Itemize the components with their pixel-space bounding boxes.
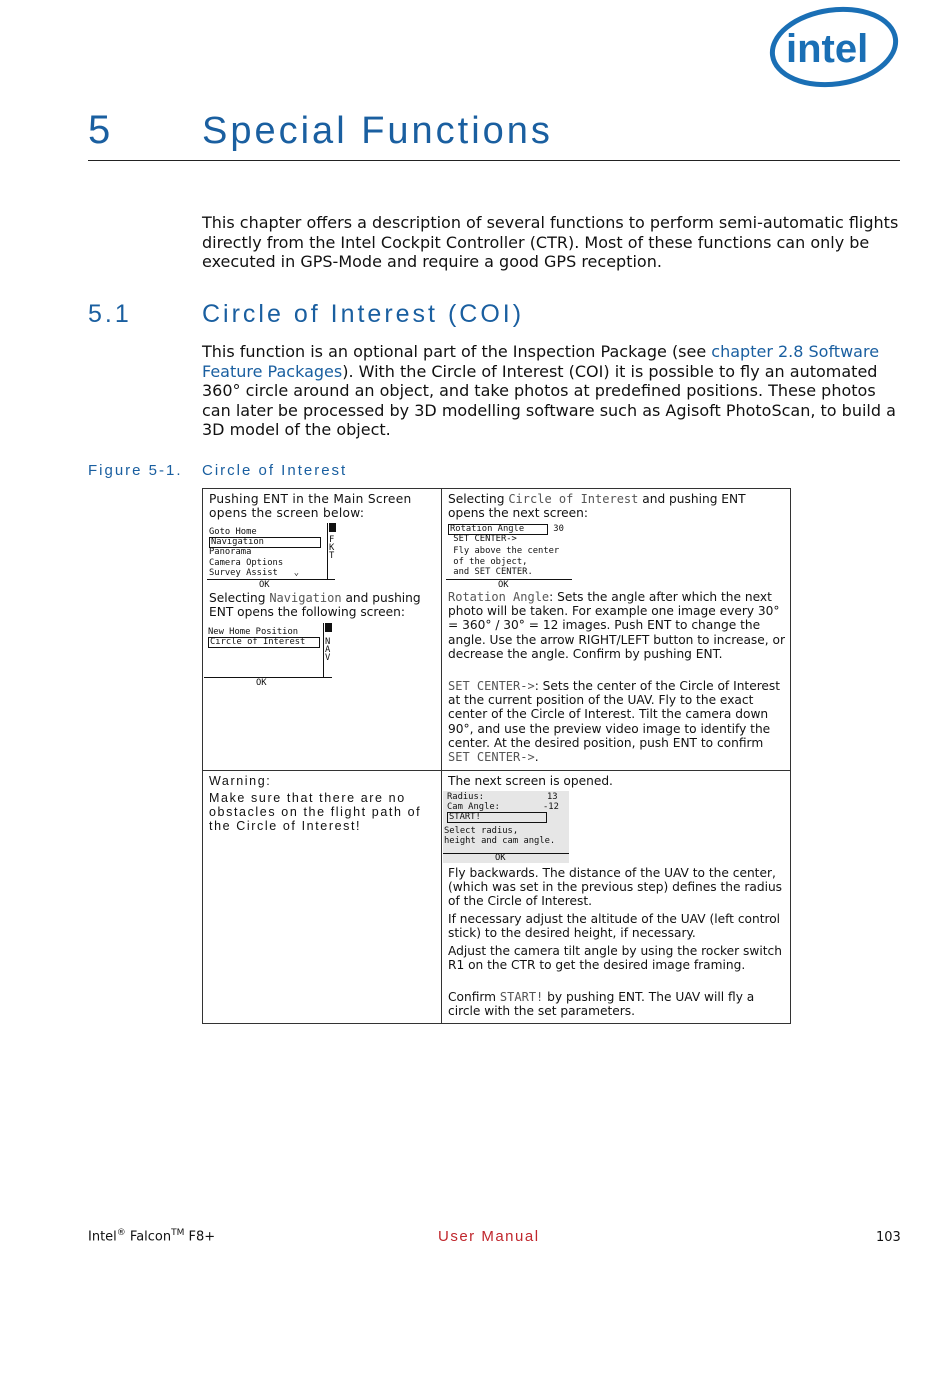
lcd-ok: OK bbox=[256, 678, 267, 688]
lcd-rotation-value: 30 bbox=[553, 524, 564, 534]
cell2-rotation-desc: Rotation Angle: Sets the angle after which the next photo will be taken. For example one image every 30° = 360° / 30° = 12 images. Push ENT to change the angle. Use the arrow RIGHT/LEFT button to increase, or decrease the angle. Confirm by pushing ENT. bbox=[448, 590, 785, 661]
lcd-side-letter: A bbox=[325, 645, 331, 655]
lcd-hint: height and cam angle. bbox=[444, 836, 556, 847]
lcd-item-selected: Circle of Interest bbox=[208, 637, 320, 648]
lcd-ok: OK bbox=[495, 853, 506, 863]
section-number: 5.1 bbox=[88, 300, 132, 328]
coi-text-end: ). With the Circle of Interest (COI) it is possible to fly an automated 360° circle around an object, and take photos at predefined positions. These photos can later be processed by 3D modelling software such as Agisoft PhotoScan, to build a 3D model of the object. bbox=[202, 361, 896, 439]
cell4-p1: Fly backwards. The distance of the UAV to the center, (which was set in the previous step) defines the radius of the Circle of Interest. bbox=[448, 866, 783, 909]
cell4-text1: The next screen is opened. bbox=[448, 774, 613, 788]
chapter-number: 5 bbox=[88, 108, 111, 152]
lcd-set-center: SET CENTER-> bbox=[453, 534, 517, 545]
lcd-hint: and SET CENTER. bbox=[453, 566, 533, 577]
cell4-p2: If necessary adjust the altitude of the UAV (left control stick) to the desired height, if necessary. bbox=[448, 912, 781, 941]
lcd-side-letter: T bbox=[329, 551, 335, 561]
figure-title: Circle of Interest bbox=[202, 462, 348, 479]
lcd-side-letter: V bbox=[325, 653, 331, 663]
lcd-main-menu bbox=[207, 523, 335, 590]
coi-text-start: This function is an optional part of the Inspection Package (see bbox=[202, 342, 712, 361]
figure-label: Figure 5-1. bbox=[88, 462, 183, 479]
lcd-start: START! bbox=[447, 812, 547, 823]
lcd-rotation-screen bbox=[446, 523, 572, 590]
section-title: Circle of Interest (COI) bbox=[202, 300, 525, 328]
software-packages-link[interactable]: chapter 2.8 Software Feature Packages bbox=[202, 342, 880, 381]
lcd-item: Goto Home bbox=[209, 527, 257, 537]
page-number: 103 bbox=[876, 1230, 901, 1245]
lcd-item-selected: Navigation bbox=[209, 537, 321, 548]
cell4-p3: Adjust the camera tilt angle by using the rocker switch R1 on the CTR to get the desired image framing. bbox=[448, 944, 782, 973]
lcd-navigation-menu bbox=[204, 623, 332, 687]
lcd-side-letter: K bbox=[329, 543, 335, 553]
footer-product: Intel® Falcon™ F8+ bbox=[88, 1228, 216, 1245]
table-row-divider bbox=[203, 770, 790, 771]
cell2-text1: Selecting Circle of Interest and pushing ENT opens the next screen: bbox=[448, 492, 746, 521]
lcd-cam-angle-label: Cam Angle: bbox=[447, 802, 500, 813]
cell1-text2: Selecting Navigation and pushing ENT opens the following screen: bbox=[209, 591, 421, 620]
coi-paragraph bbox=[202, 342, 902, 440]
lcd-item: Survey Assist bbox=[209, 567, 278, 578]
lcd-side-letter: N bbox=[325, 637, 331, 647]
logo-text: intel bbox=[786, 27, 869, 71]
lcd-ok: OK bbox=[259, 580, 270, 590]
lcd-radius-screen bbox=[443, 791, 569, 863]
lcd-item: Camera Options bbox=[209, 557, 284, 568]
lcd-hint: Select radius, bbox=[444, 826, 519, 836]
figure-table bbox=[202, 488, 791, 1024]
warning-title: Warning: bbox=[209, 774, 272, 788]
intel-logo bbox=[768, 4, 900, 90]
table-column-divider bbox=[441, 489, 442, 1023]
cell4-p4: Confirm START! by pushing ENT. The UAV will fly a circle with the set parameters. bbox=[448, 990, 755, 1019]
lcd-side-letter: F bbox=[329, 535, 335, 545]
footer-manual-title: User Manual bbox=[438, 1228, 540, 1245]
cell1-text1: Pushing ENT in the Main Screen opens the screen below: bbox=[209, 492, 412, 521]
cell2-set-center-desc: SET CENTER->: Sets the center of the Circle of Interest at the current position of the UAV. Fly to the exact center of the Circle of Interest. Tilt the camera down 90°, and use the preview video image to identify the center. At the desired position, push ENT to confirm SET CENTER->. bbox=[448, 679, 781, 765]
chapter-title: Special Functions bbox=[202, 110, 553, 152]
lcd-cam-angle-value: -12 bbox=[543, 802, 559, 812]
intro-paragraph: This chapter offers a description of several functions to perform semi-automatic flights directly from the Intel Cockpit Controller (CTR). Most of these functions can only be executed in GPS-Mode and require a good GPS reception. bbox=[202, 213, 899, 271]
lcd-item: Panorama bbox=[209, 547, 252, 558]
lcd-hint: of the object, bbox=[453, 556, 528, 567]
lcd-ok: OK bbox=[498, 580, 509, 590]
lcd-item: New Home Position bbox=[208, 627, 299, 637]
chevron-down-icon: ⌄ bbox=[293, 567, 300, 578]
lcd-hint: Fly above the center bbox=[453, 546, 560, 557]
warning-text: Make sure that there are no obstacles on the flight path of the Circle of Interest! bbox=[209, 791, 422, 834]
lcd-radius-value: 13 bbox=[547, 792, 558, 802]
chapter-divider bbox=[88, 160, 900, 161]
lcd-radius-label: Radius: bbox=[447, 792, 485, 802]
lcd-rotation-angle: Rotation Angle bbox=[448, 524, 548, 535]
